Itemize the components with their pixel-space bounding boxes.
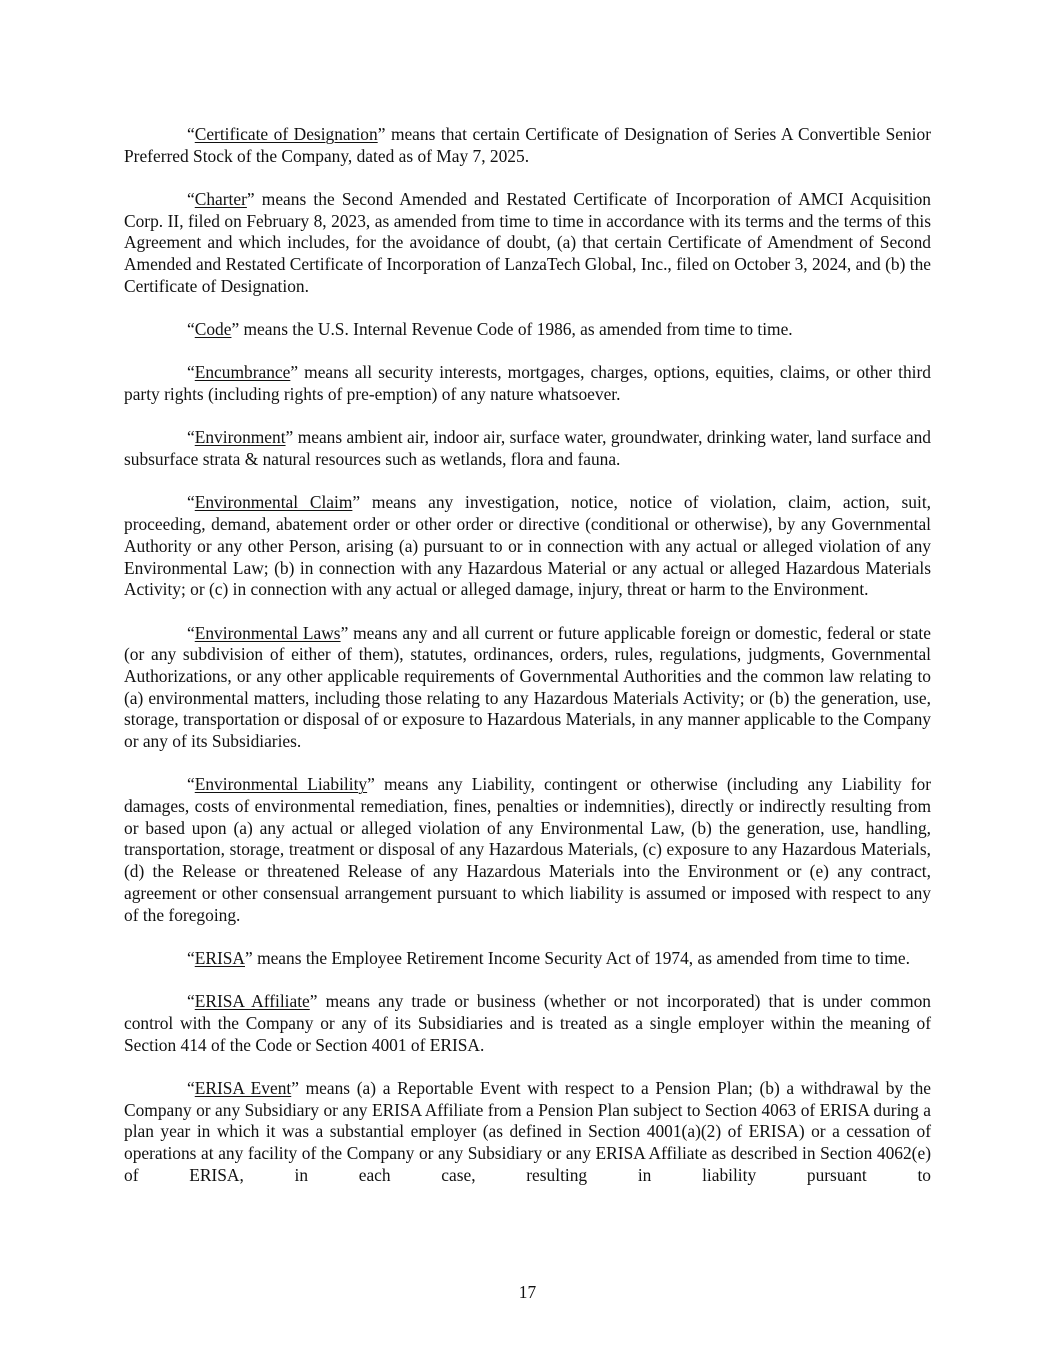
definition-body: means any trade or business (whether or not incorporated) that is under common control with the Company or any of its Subsidiaries and is treated as a single employer within the meaning of Section 414 of the Code or Section 4001 of ERISA. — [124, 991, 931, 1055]
quote-close: ” — [285, 427, 294, 448]
definition-body: means the U.S. Internal Revenue Code of 1986, as amended from time to time. — [239, 319, 793, 340]
quote-open: “ — [187, 319, 195, 340]
definition-body: means any Liability, contingent or otherwise (including any Liability for damages, costs of environmental remediation, fines, penalties or indemnities), directly or indirectly resulting from or based upon (a) any actual or alleged violation of any Environmental Law, (b) the generation, use, handling, transportation, storage, treatment or disposal of any Hazardous Materials, (c) exposure to any Hazardous Materials, (d) the Release or threatened Release of any Hazardous Materials into the Environment or (e) any contract, agreement or other consensual arrangement pursuant to which liability is assumed or imposed with respect to any of the foregoing. — [124, 774, 932, 925]
defined-term: Certificate of Designation — [194, 124, 378, 144]
defined-term: Charter — [194, 189, 247, 209]
quote-open: “ — [187, 492, 195, 513]
definition-body: means ambient air, indoor air, surface water, groundwater, drinking water, land surface and subsurface strata & natural resources such as wetlands, flora and fauna. — [124, 427, 931, 470]
quote-close: ” — [340, 622, 349, 643]
quote-close: ” — [290, 362, 299, 383]
quote-open: “ — [187, 189, 195, 209]
defined-term: Code — [194, 319, 232, 340]
defined-term: Environment — [194, 427, 286, 448]
defined-term: ERISA — [194, 947, 245, 968]
quote-open: “ — [187, 774, 195, 795]
definition-body: means any investigation, notice, notice of violation, claim, action, suit, proceeding, demand, abatement order or other order or directive (conditional or otherwise), by any Governmental Authority or any other Person, arising (a) pursuant to or in connection with any actual or alleged violation of any Environmental Law; (b) in connection with any Hazardous Material or any actual or alleged Hazardous Materials Activity; or (c) in connection with any actual or alleged damage, injury, threat or harm to the Environment. — [124, 492, 931, 600]
defined-term: Environmental Claim — [194, 492, 353, 513]
definition-environmental-claim — [124, 492, 931, 601]
definition-environmental-liability — [124, 774, 931, 926]
definition-body: means the Second Amended and Restated Certificate of Incorporation of AMCI Acquisition Corp. II, filed on February 8, 2023, as amended from time to time in accordance with its terms and the terms of this Agreement and which includes, for the avoidance of doubt, (a) that certain Certificate of Amendment of Second Amended and Restated Certificate of Incorporation of LanzaTech Global, Inc., filed on October 3, 2024, and (b) the Certificate of Designation. — [124, 189, 931, 296]
quote-open: “ — [187, 622, 195, 643]
quote-open: “ — [187, 947, 195, 968]
defined-term: Encumbrance — [194, 362, 291, 383]
quote-open: “ — [187, 991, 195, 1012]
definition-encumbrance — [124, 362, 931, 405]
definition-body: means the Employee Retirement Income Security Act of 1974, as amended from time to time. — [252, 947, 910, 968]
definition-certificate-of-designation — [124, 124, 931, 167]
defined-term: ERISA Event — [194, 1077, 292, 1098]
quote-open: “ — [187, 427, 195, 448]
quote-open: “ — [187, 362, 195, 383]
document-page — [124, 124, 931, 1208]
quote-close: ” — [309, 991, 318, 1012]
quote-close: ” — [367, 774, 375, 795]
defined-term: Environmental Laws — [194, 622, 341, 643]
definition-environmental-laws — [124, 623, 931, 753]
quote-open: “ — [187, 1077, 195, 1098]
quote-close: ” — [291, 1077, 299, 1098]
definition-body: means any and all current or future applicable foreign or domestic, federal or state (or any subdivision of either of them), statutes, ordinances, orders, rules, regulations, judgments, Governmental Authorizations, or any other applicable requirements of Governmental Authorities and the common law relating to (a) environmental matters, including those relating to any Hazardous Materials Activity; or (b) the generation, use, storage, transportation or disposal of or exposure to Hazardous Materials, in any manner applicable to the Company or any of its Subsidiaries. — [124, 622, 931, 752]
quote-close: ” — [246, 189, 255, 209]
quote-open: “ — [187, 124, 195, 144]
defined-term: Environmental Liability — [194, 774, 368, 795]
page-number: 17 — [518, 1282, 537, 1302]
definition-erisa-affiliate — [124, 991, 931, 1056]
definition-environment — [124, 427, 931, 470]
definition-body: means that certain Certificate of Designation of Series A Convertible Senior Preferred Stock of the Company, dated as of May 7, 2025. — [124, 124, 931, 166]
quote-close: ” — [231, 319, 240, 340]
definition-erisa — [124, 948, 931, 970]
defined-term: ERISA Affiliate — [194, 991, 310, 1012]
definition-code — [124, 319, 931, 341]
definition-body: means (a) a Reportable Event with respect to a Pension Plan; (b) a withdrawal by the Company or any Subsidiary or any ERISA Affiliate from a Pension Plan subject to Section 4063 of ERISA during a plan year in which it was a substantial employer (as defined in Section 4001(a)(2) of ERISA) or a cessation of operations at any facility of the Company or any Subsidiary or any ERISA Affiliate as described in Section 4062(e) of ERISA, in each case, resulting in liability pursuant to — [124, 1077, 931, 1185]
definition-erisa-event — [124, 1078, 931, 1187]
quote-close: ” — [377, 124, 386, 144]
quote-close: ” — [352, 492, 361, 513]
quote-close: ” — [244, 947, 253, 968]
definition-charter — [124, 189, 931, 298]
definition-body: means all security interests, mortgages, charges, options, equities, claims, or other third party rights (including rights of pre-emption) of any nature whatsoever. — [124, 362, 931, 405]
